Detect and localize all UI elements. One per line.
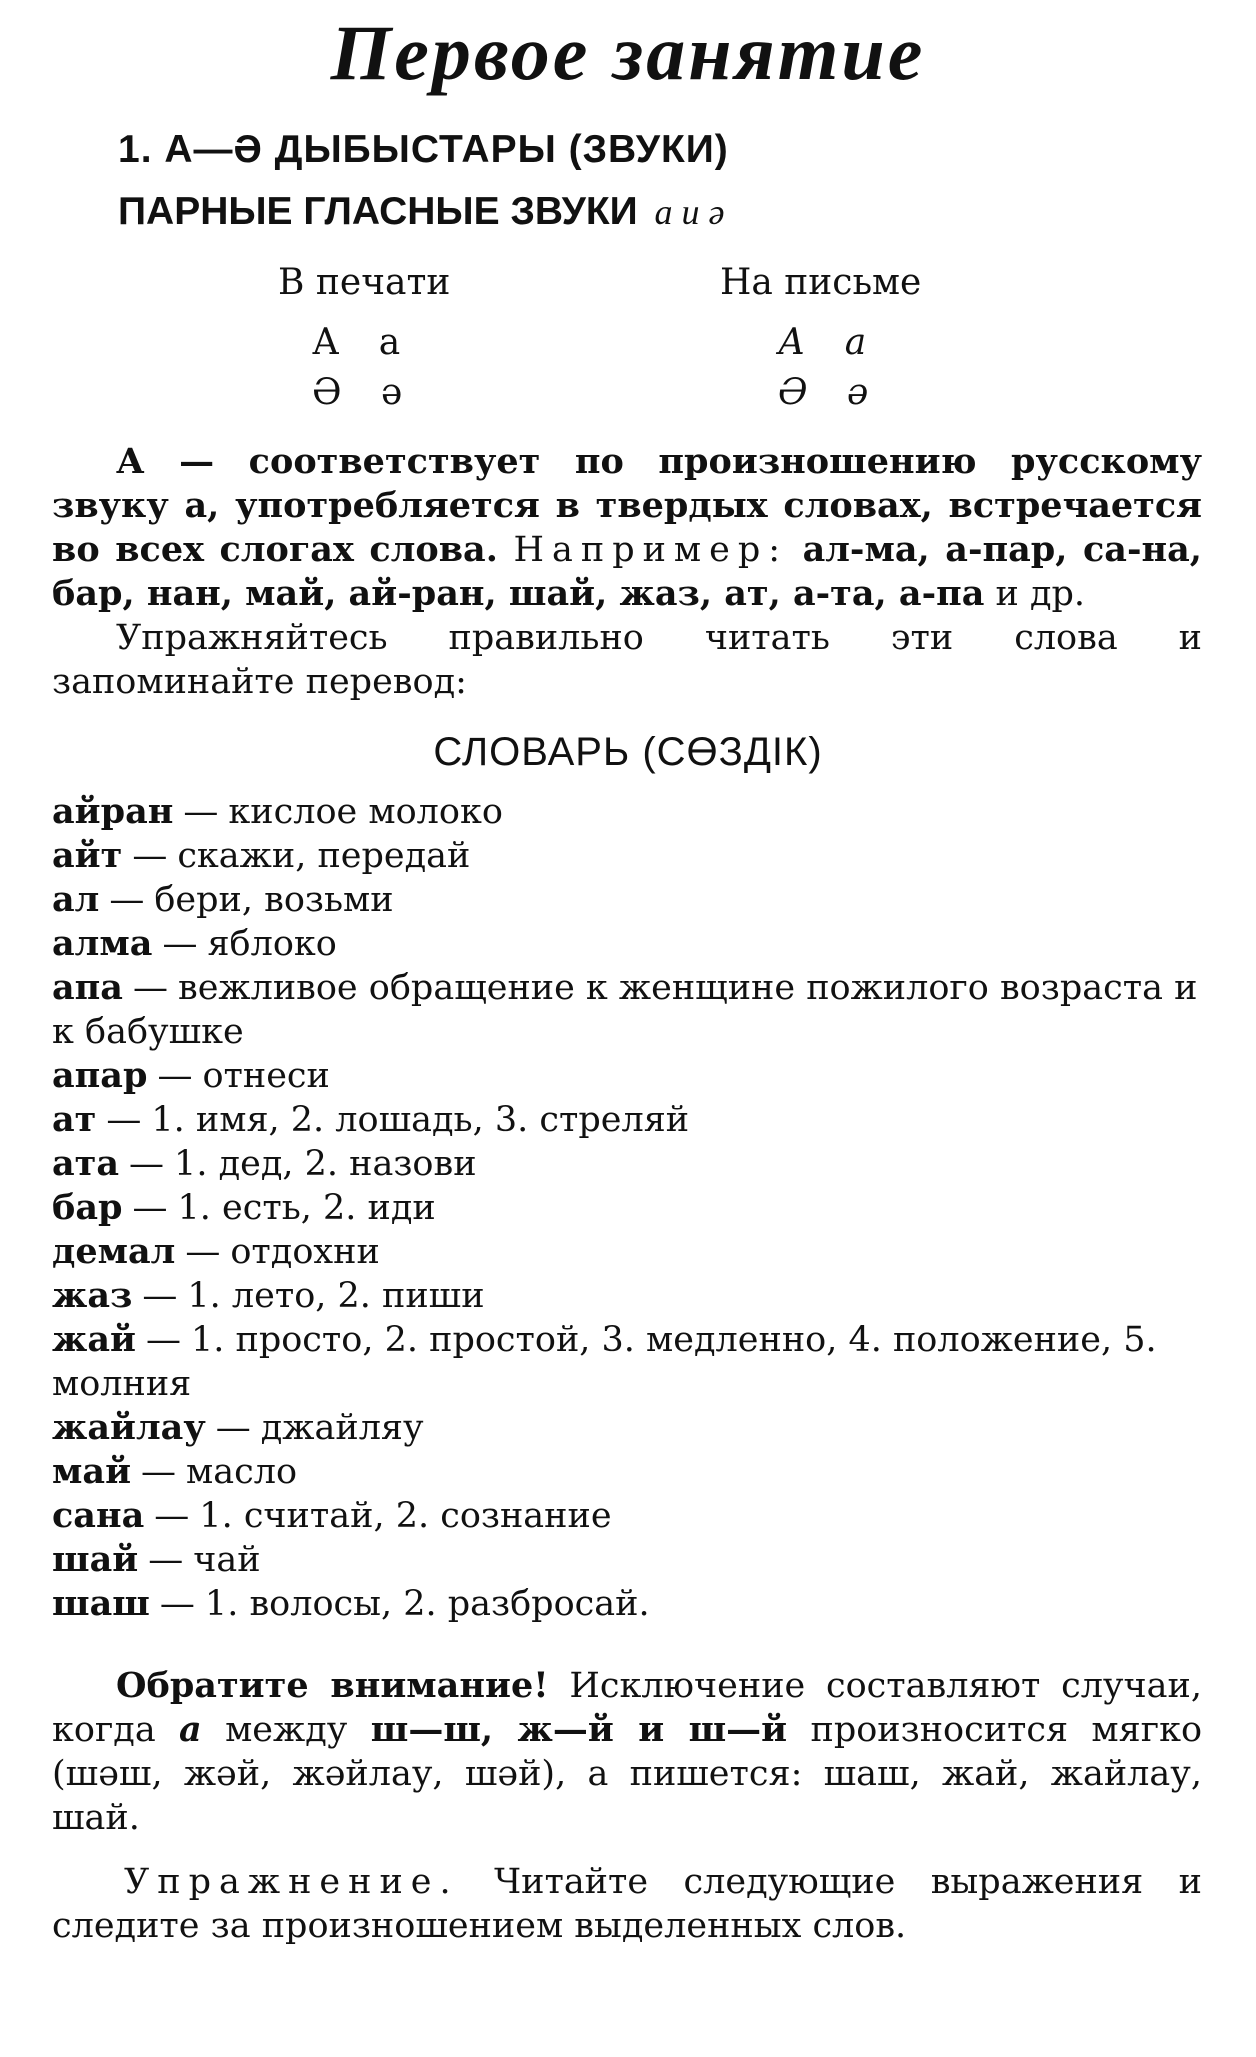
- subsection-heading-note: а и ә: [654, 192, 725, 232]
- exercise-text: Читайте следующие выражения и следите за произношением выделенных слов.: [52, 1862, 1202, 1946]
- attention-paragraph: [52, 1664, 1202, 1840]
- entry-word: бар: [52, 1187, 123, 1228]
- entry-word: сана: [52, 1495, 145, 1536]
- dictionary-entry: май — масло: [52, 1451, 298, 1492]
- attention-label: Обратите внимание!: [116, 1665, 549, 1706]
- entry-word: демал: [52, 1231, 176, 1272]
- dictionary-entry: жаз — 1. лето, 2. пиши: [52, 1275, 485, 1316]
- attention-pairs: ш—ш, ж—й и ш—й: [370, 1709, 788, 1750]
- dictionary-entry: бар — 1. есть, 2. иди: [52, 1187, 436, 1228]
- attention-text-1: Исключение составляют случаи, когда: [52, 1666, 1202, 1750]
- dictionary-entry: ата — 1. дед, 2. назови: [52, 1143, 477, 1184]
- intro-text-bold: а, употребляется в твердых словах, встречается во всех слогах слова.: [52, 485, 1202, 570]
- print-letters-row-2: Ә ә: [312, 372, 417, 413]
- dictionary-entry: айран — кислое молоко: [52, 791, 503, 832]
- entry-meaning: 1. волосы, 2. разбросай.: [204, 1584, 650, 1624]
- print-letters-row-1: А а: [312, 322, 415, 363]
- dictionary-entry: алма — яблоко: [52, 923, 337, 964]
- dictionary-entry: апа — вежливое обращение к женщине пожилого возраста и к бабушке: [52, 967, 1198, 1052]
- column-header-script: На письме: [720, 262, 922, 303]
- entry-word: ат: [52, 1099, 97, 1140]
- dictionary-entry: демал — отдохни: [52, 1231, 380, 1272]
- entry-word: айран: [52, 791, 174, 832]
- entry-meaning: вежливое обращение к женщине пожилого возраста и к бабушке: [52, 968, 1198, 1052]
- dictionary-entry: жай — 1. просто, 2. простой, 3. медленно, 4. положение, 5. молния: [52, 1319, 1157, 1404]
- dictionary-entry: шаш — 1. волосы, 2. разбросай.: [52, 1583, 650, 1624]
- page-title: Первое занятие: [330, 9, 926, 96]
- attention-text-2: между: [201, 1710, 371, 1750]
- subsection-heading: [118, 190, 725, 234]
- entry-meaning: 1. дед, 2. назови: [174, 1144, 477, 1184]
- exercise-instruction: Упражняйтесь правильно читать эти слова и запоминайте перевод:: [52, 618, 1202, 702]
- dictionary-entry: айт — скажи, передай: [52, 835, 471, 876]
- entry-word: жай: [52, 1319, 136, 1360]
- intro-end: и др.: [984, 574, 1086, 614]
- script-letters-row-2: Ә ә: [778, 372, 883, 413]
- entry-meaning: скажи, передай: [177, 836, 471, 876]
- intro-paragraph: [52, 440, 1202, 616]
- attention-text-3: произносится мягко (шәш, жәй, жәйлау, шәй), а пишется: шаш, жай, жайлау, шай.: [52, 1710, 1203, 1838]
- entry-meaning: кислое молоко: [228, 792, 503, 832]
- entry-word: шай: [52, 1539, 139, 1580]
- script-letters-row-1: А а: [778, 322, 881, 363]
- dictionary-entry: жайлау — джайляу: [52, 1407, 424, 1448]
- entry-word: жайлау: [52, 1407, 206, 1448]
- entry-meaning: 1. имя, 2. лошадь, 3. стреляй: [151, 1100, 690, 1140]
- entry-meaning: 1. есть, 2. иди: [177, 1188, 436, 1228]
- exercise-label: Упражнение.: [124, 1862, 459, 1902]
- entry-meaning: джайляу: [260, 1408, 424, 1448]
- dictionary-entry: апар — отнеси: [52, 1055, 330, 1096]
- entry-meaning: чай: [193, 1540, 261, 1580]
- exercise-paragraph: [52, 1860, 1202, 1948]
- dictionary-entry: сана — 1. считай, 2. сознание: [52, 1495, 612, 1536]
- attention-letter: а: [179, 1709, 202, 1750]
- dictionary-entry: ал — бери, возьми: [52, 879, 394, 920]
- entry-word: апа: [52, 967, 123, 1008]
- dictionary-list: [52, 790, 1212, 1626]
- entry-meaning: 1. просто, 2. простой, 3. медленно, 4. положение, 5. молния: [52, 1320, 1157, 1404]
- entry-word: ата: [52, 1143, 120, 1184]
- entry-word: жаз: [52, 1275, 133, 1316]
- entry-meaning: масло: [186, 1452, 298, 1492]
- entry-meaning: яблоко: [207, 924, 337, 964]
- entry-word: апар: [52, 1055, 148, 1096]
- example-label: Например:: [513, 530, 789, 570]
- dictionary-entry: ат — 1. имя, 2. лошадь, 3. стреляй: [52, 1099, 690, 1140]
- entry-word: шаш: [52, 1583, 150, 1624]
- dictionary-title: СЛОВАРЬ (СӨЗДІК): [433, 730, 823, 774]
- intro-letter: А — соответствует по произношению русскому звуку: [52, 441, 1202, 526]
- entry-word: айт: [52, 835, 123, 876]
- entry-meaning: 1. лето, 2. пиши: [187, 1276, 485, 1316]
- column-header-print: В печати: [278, 262, 451, 303]
- entry-meaning: бери, возьми: [154, 880, 394, 920]
- entry-meaning: отдохни: [230, 1232, 380, 1272]
- entry-word: алма: [52, 923, 153, 964]
- entry-word: ал: [52, 879, 100, 920]
- entry-meaning: 1. считай, 2. сознание: [199, 1496, 612, 1536]
- section-heading: 1. А—Ә ДЫБЫСТАРЫ (ЗВУКИ): [118, 128, 729, 171]
- entry-word: май: [52, 1451, 132, 1492]
- example-words: ал-ма, а-пар, са-на, бар, нан, май, ай-ран, шай, жаз, ат, а-та, а-па: [52, 529, 1202, 614]
- dictionary-entry: шай — чай: [52, 1539, 261, 1580]
- subsection-heading-text: ПАРНЫЕ ГЛАСНЫЕ ЗВУКИ: [118, 190, 638, 233]
- entry-meaning: отнеси: [202, 1056, 330, 1096]
